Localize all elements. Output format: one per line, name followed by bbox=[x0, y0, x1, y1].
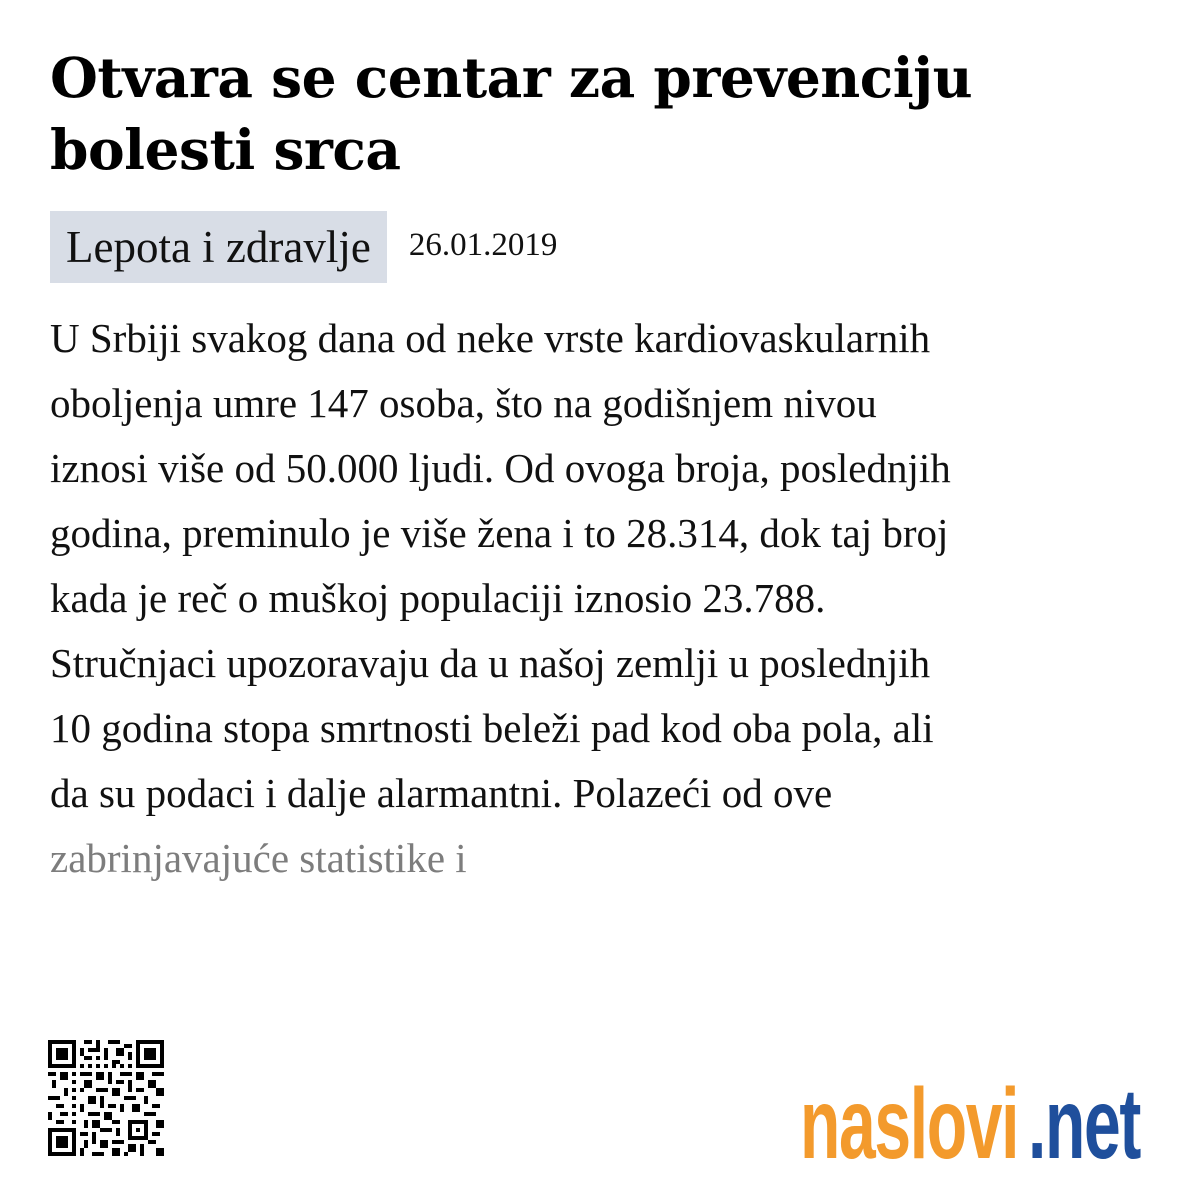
category-badge[interactable]: Lepota i zdravlje bbox=[50, 211, 387, 283]
body-line: U Srbiji svakog dana od neke vrste kardiovaskularnih bbox=[50, 315, 931, 361]
qr-code-icon[interactable] bbox=[48, 1040, 164, 1156]
body-line: da su podaci i dalje alarmantni. Polazeći od ove bbox=[50, 770, 833, 816]
body-line-faded: zabrinjavajuće statistike i bbox=[50, 835, 467, 881]
article-title: Otvara se centar za prevenciju bolesti srca bbox=[50, 45, 973, 182]
publish-date: 26.01.2019 bbox=[408, 227, 558, 263]
body-line: iznosi više od 50.000 ljudi. Od ovoga broja, poslednjih bbox=[50, 445, 951, 491]
body-line: kada je reč o muškoj populaciji iznosio 23.788. bbox=[50, 575, 826, 621]
body-line: Stručnjaci upozoravaju da u našoj zemlji u poslednjih bbox=[50, 640, 931, 686]
body-line: 10 godina stopa smrtnosti beleži pad kod oba pola, ali bbox=[50, 705, 934, 751]
body-line: oboljenja umre 147 osoba, što na godišnjem nivou bbox=[50, 380, 877, 426]
article-body bbox=[50, 306, 1150, 891]
naslovi-net-logo[interactable] bbox=[800, 1062, 1170, 1172]
logo-text-tld: .net bbox=[1028, 1067, 1141, 1172]
logo-text-main: naslovi bbox=[800, 1067, 1019, 1172]
article-meta bbox=[50, 211, 557, 283]
body-line: godina, preminulo je više žena i to 28.314, dok taj broj bbox=[50, 510, 949, 556]
